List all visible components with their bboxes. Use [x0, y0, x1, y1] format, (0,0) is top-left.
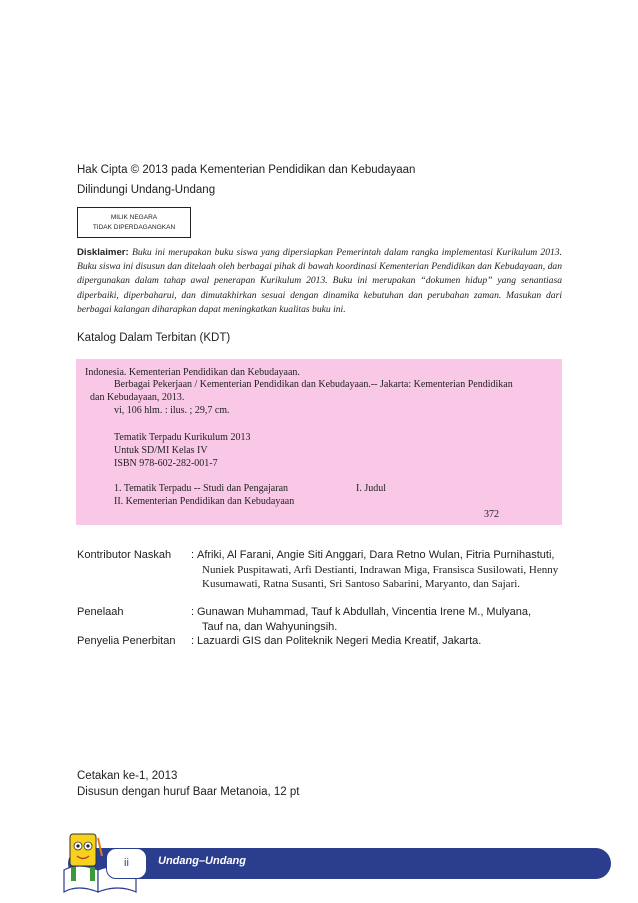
- stamp-line-1: MILIK NEGARA: [110, 214, 158, 221]
- state-property-stamp: [77, 207, 191, 238]
- kdt-line: II. Kementerian Pendidikan dan Kebudayaan: [114, 496, 295, 507]
- colon: :: [191, 549, 195, 561]
- kdt-line: Indonesia. Kementerian Pendidikan dan Kebudayaan.: [85, 367, 300, 378]
- disclaimer-text: Buku ini merupakan buku siswa yang dipersiapkan Pemerintah dalam rangka implementasi Kurikulum 2013. Buku siswa ini disusun dan ditelaah oleh berbagai pihak di bawah koordinasi Kementerian Pendidikan dan Kebudayaan, dan dipergunakan dalam tahap awal penerapan Kurikulum 2013. Buku ini merupakan “dokumen hidup” yang senantiasa diperbaiki, diperbaharui, dan dimutakhirkan sesuai dengan dinamika kebutuhan dan perubahan zaman. Masukan dari berbagai kalangan diharapkan dapat meningkatkan kualitas buku ini.: [77, 247, 562, 315]
- kdt-box: [76, 359, 562, 525]
- footer-title: Undang–Undang: [158, 855, 246, 867]
- footer-bar: [68, 848, 611, 879]
- typeface-line: Disusun dengan huruf Baar Metanoia, 12 pt: [77, 786, 300, 798]
- colon: :: [191, 606, 195, 618]
- contributor-value: [197, 548, 567, 592]
- kdt-line: Berbagai Pekerjaan / Kementerian Pendidikan dan Kebudayaan.-- Jakarta: Kementerian Pendidikan: [114, 379, 513, 390]
- contributor-label: Kontributor Naskah: [77, 549, 172, 561]
- disclaimer-label: Disklaimer:: [77, 247, 129, 258]
- kdt-line: I. Judul: [356, 483, 386, 494]
- stamp-line-2: TIDAK DIPERDAGANGKAN: [92, 224, 176, 231]
- kdt-line: 1. Tematik Terpadu -- Studi dan Pengajaran: [114, 483, 289, 494]
- edition-line: Cetakan ke-1, 2013: [77, 770, 178, 782]
- contributor-rest: Nuniek Puspitawati, Arfi Destianti, Indrawan Miga, Fransisca Susilowati, Henny Kusumawati, Ratna Susanti, Sri Santoso Sabarini, Maryanto, dan Sajari.: [202, 563, 559, 590]
- protection-line: Dilindungi Undang-Undang: [77, 184, 216, 196]
- kdt-line: dan Kebudayaan, 2013.: [90, 392, 185, 403]
- print-info: [77, 768, 299, 800]
- kdt-line: Untuk SD/MI Kelas IV: [114, 445, 208, 456]
- supervisor-first-line: Lazuardi GIS dan Politeknik Negeri Media Kreatif, Jakarta.: [197, 635, 482, 647]
- reviewer-label: Penelaah: [77, 606, 124, 618]
- reviewer-first-line: Gunawan Muhammad, Tauf k Abdullah, Vincentia Irene M., Mulyana,: [197, 606, 532, 618]
- disclaimer: [77, 246, 562, 317]
- kdt-line: ISBN 978-602-282-001-7: [114, 458, 218, 469]
- kdt-title: Katalog Dalam Terbitan (KDT): [77, 332, 231, 344]
- supervisor-label: Penyelia Penerbitan: [77, 635, 176, 647]
- reviewer-value: [197, 605, 567, 634]
- contributor-first-line: Afriki, Al Farani, Angie Siti Anggari, Dara Retno Wulan, Fitria Purnihastuti,: [197, 549, 555, 561]
- kdt-line: vi, 106 hlm. : ilus. ; 29,7 cm.: [114, 405, 230, 416]
- kdt-line: Tematik Terpadu Kurikulum 2013: [114, 432, 251, 443]
- colon: :: [191, 635, 195, 647]
- copyright-block: [77, 160, 415, 200]
- kdt-class-number: 372: [484, 509, 499, 520]
- copyright-line: Hak Cipta © 2013 pada Kementerian Pendidikan dan Kebudayaan: [77, 164, 416, 176]
- supervisor-value: [197, 634, 567, 649]
- reviewer-rest: Tauf na, dan Wahyuningsih.: [202, 620, 338, 633]
- footer-page-number: ii: [106, 848, 147, 879]
